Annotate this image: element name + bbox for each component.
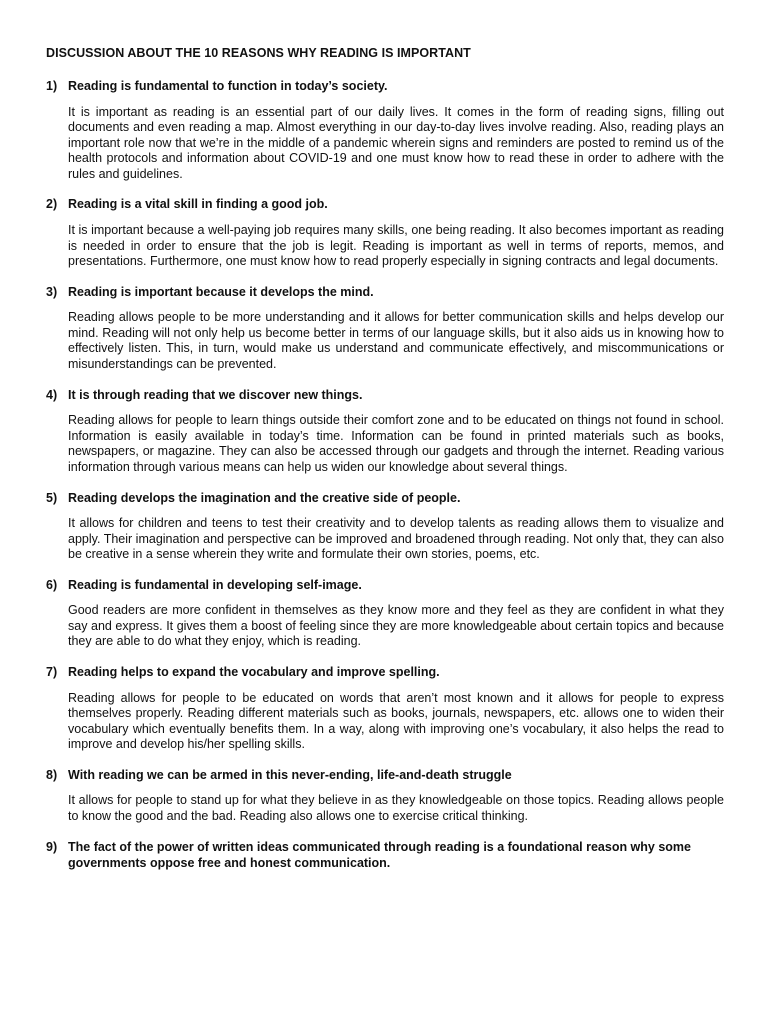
reason-number: 1) <box>46 79 58 93</box>
reason-heading-text: Reading is fundamental in developing self-image. <box>68 577 362 592</box>
reason-section <box>46 664 724 753</box>
reason-section <box>46 196 724 269</box>
reason-heading <box>46 284 724 301</box>
reason-body: It is important as reading is an essential part of our daily lives. It comes in the form of reading signs, filling out documents and even reading a map. Almost everything in our day-to-day lives involve reading. Also, reading plays an important role now that we’re in the middle of a pandemic wherein signs and reminders are posted to remind us of the health protocols and information about COVID-19 and one must know how to read these in order to adhere with the rules and guidelines. <box>68 104 724 181</box>
reason-number: 7) <box>46 665 58 680</box>
reason-body: It allows for people to stand up for what they believe in as they knowledgeable on those topics. Reading allows people to know the good and the bad. Reading also allows one to exercise critical thinking. <box>68 793 724 824</box>
reason-heading <box>46 387 724 404</box>
reason-section <box>46 284 724 373</box>
reason-heading-text: Reading is important because it develops the mind. <box>68 284 374 299</box>
reason-heading-text: Reading develops the imagination and the creative side of people. <box>68 490 461 505</box>
reason-body: Reading allows for people to learn things outside their comfort zone and to be educated on things not found in school. Information is easily available in today’s time. Information can be found in printed materials such as books, newspapers, or magazine. They can also be accessed through our gadgets and through the internet. Reading various information through various means can help us widen our knowledge about several things. <box>68 413 724 474</box>
reason-number: 6) <box>46 577 58 592</box>
document-title: DISCUSSION ABOUT THE 10 REASONS WHY READING IS IMPORTANT <box>46 46 471 60</box>
reason-heading <box>46 839 724 872</box>
reason-heading-text: The fact of the power of written ideas communicated through reading is a foundational reason why some governments oppose free and honest communication. <box>68 839 691 871</box>
reason-heading <box>46 767 724 784</box>
reason-section <box>46 78 724 182</box>
reason-number: 3) <box>46 284 58 299</box>
reason-number: 2) <box>46 197 58 212</box>
reason-number: 4) <box>46 387 58 402</box>
reason-heading <box>46 78 724 95</box>
reason-heading <box>46 577 724 594</box>
reason-section <box>46 490 724 563</box>
reason-heading <box>46 490 724 507</box>
reason-body: Reading allows people to be more understanding and it allows for better communication skills and helps develop our mind. Reading will not only help us become better in terms of our language skills, but it also aids us in knowing how to effectively listen. This, in turn, would make us understand and communicate effectively, and miscommunications or misunderstandings can be prevented. <box>68 310 724 372</box>
reason-body: It is important because a well-paying job requires many skills, one being reading. It also becomes important as reading is needed in order to ensure that the job is legit. Reading is important as well in terms of reports, memos, and presentations. Furthermore, one must know how to read properly especially in signing contracts and legal documents. <box>68 222 724 269</box>
reason-body: It allows for children and teens to test their creativity and to develop talents as reading allows them to visualize and apply. Their imagination and perspective can be improved and broadened through reading. Not only that, they can also be creative in a sense wherein they write and formulate their own stories, poems, etc. <box>68 516 724 562</box>
reason-section <box>46 387 724 476</box>
reason-heading-text: Reading is a vital skill in finding a good job. <box>68 197 328 212</box>
reason-section <box>46 839 724 872</box>
reason-number: 5) <box>46 490 58 505</box>
reason-number: 9) <box>46 839 58 854</box>
reason-body: Good readers are more confident in themselves as they know more and they feel as they are confident in what they say and express. It gives them a boost of feeling since they are more knowledgeable about certain topics and because they are able to do what they enjoy, which is reading. <box>68 603 724 649</box>
reason-heading-text: With reading we can be armed in this never-ending, life-and-death struggle <box>68 767 512 782</box>
reason-heading-text: Reading helps to expand the vocabulary and improve spelling. <box>68 665 440 680</box>
sections-list <box>46 78 724 872</box>
reason-body: Reading allows for people to be educated on words that aren’t most known and it allows for people to express themselves properly. Reading different materials such as books, journals, newspapers, etc. allows one to widen their vocabulary which eventually benefits them. In a way, along with improving one’s vocabulary, it also helps the read to improve and develop his/her spelling skills. <box>68 690 724 752</box>
reason-heading <box>46 196 724 213</box>
reason-number: 8) <box>46 767 58 782</box>
reason-heading-text: It is through reading that we discover new things. <box>68 387 363 402</box>
reason-section <box>46 577 724 650</box>
reason-section <box>46 767 724 825</box>
reason-heading <box>46 664 724 681</box>
reason-heading-text: Reading is fundamental to function in today’s society. <box>68 79 388 93</box>
